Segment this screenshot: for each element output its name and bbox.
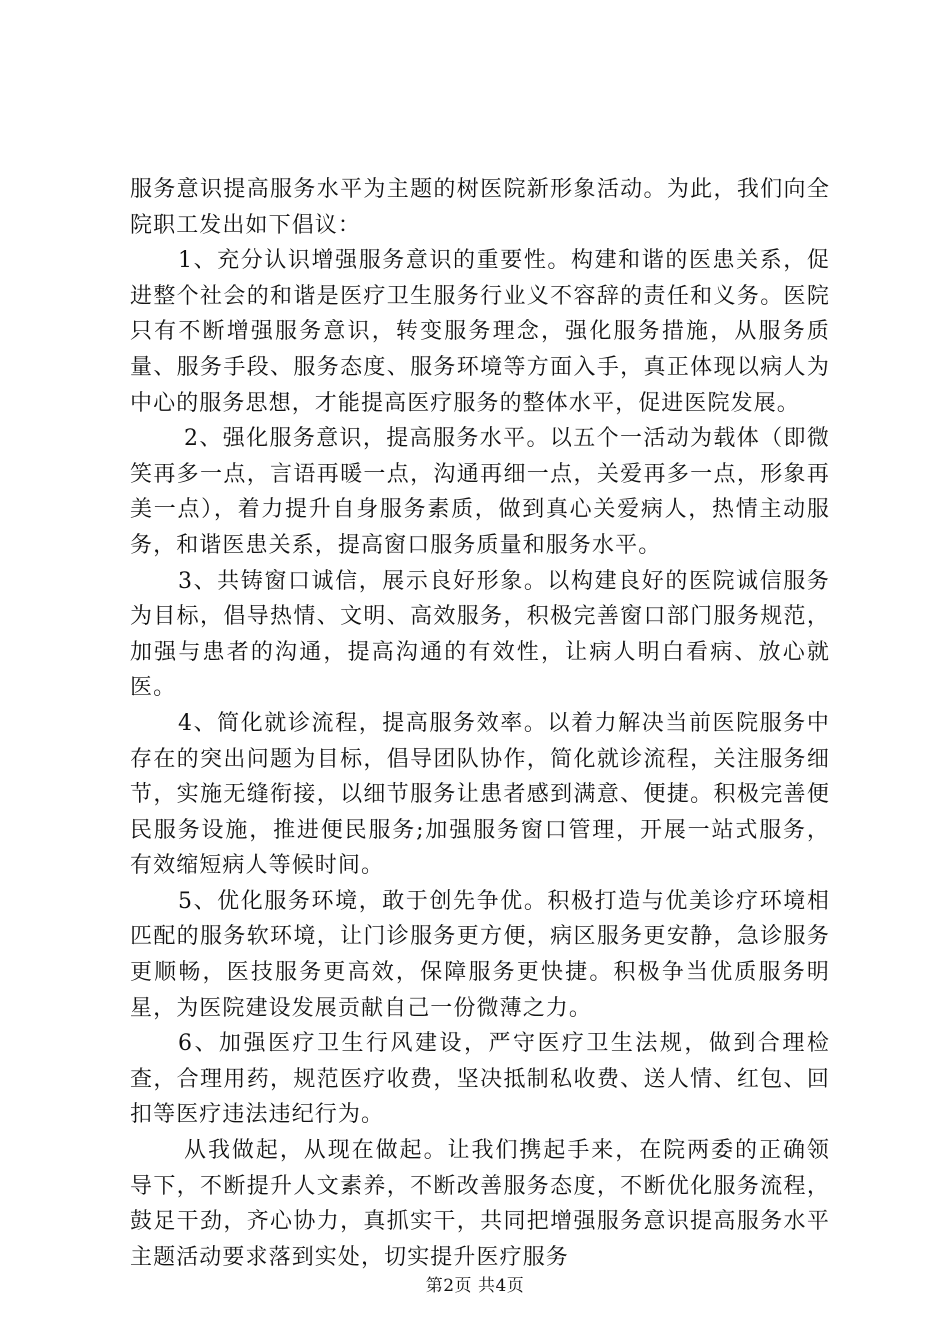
document-body [130, 172, 830, 1275]
paragraph-item-6: 6、加强医疗卫生行风建设，严守医疗卫生法规，做到合理检查，合理用药，规范医疗收费，坚决抵制私收费、送人情、红包、回扣等医疗违法违纪行为。 [130, 1031, 830, 1128]
paragraph-closing: 从我做起，从现在做起。让我们携起手来，在院两委的正确领导下，不断提升人文素养，不断改善服务态度，不断优化服务流程，鼓足干劲，齐心协力，真抓实干，共同把增强服务意识提高服务水平主题活动要求落到实处，切实提升医疗服务 [130, 1138, 830, 1270]
paragraph-item-4: 4、简化就诊流程，提高服务效率。以着力解决当前医院服务中存在的突出问题为目标，倡导团队协作，简化就诊流程，关注服务细节，实施无缝衔接，以细节服务让患者感到满意、便捷。积极完善便民服务设施，推进便民服务;加强服务窗口管理，开展一站式服务，有效缩短病人等候时间。 [130, 710, 830, 879]
paragraph-item-1: 1、充分认识增强服务意识的重要性。构建和谐的医患关系，促进整个社会的和谐是医疗卫生服务行业义不容辞的责任和义务。医院只有不断增强服务意识，转变服务理念，强化服务措施，从服务质量、服务手段、服务态度、服务环境等方面入手，真正体现以病人为中心的服务思想，才能提高医疗服务的整体水平，促进医院发展。 [130, 248, 830, 416]
paragraph-item-5: 5、优化服务环境，敢于创先争优。积极打造与优美诊疗环境相匹配的服务软环境，让门诊服务更方便，病区服务更安静，急诊服务更顺畅，医技服务更高效，保障服务更快捷。积极争当优质服务明星，为医院建设发展贡献自己一份微薄之力。 [130, 888, 830, 1021]
paragraph-intro: 服务意识提高服务水平为主题的树医院新形象活动。为此，我们向全院职工发出如下倡议： [130, 177, 830, 238]
paragraph-item-2: 2、强化服务意识，提高服务水平。以五个一活动为载体（即微笑再多一点，言语再暖一点，沟通再细一点，关爱再多一点，形象再美一点），着力提升自身服务素质，做到真心关爱病人，热情主动服务，和谐医患关系，提高窗口服务质量和服务水平。 [130, 426, 830, 558]
page-number-footer: 第2页 共4页 [425, 1276, 525, 1296]
paragraph-item-3: 3、共铸窗口诚信，展示良好形象。以构建良好的医院诚信服务为目标，倡导热情、文明、高效服务，积极完善窗口部门服务规范，加强与患者的沟通，提高沟通的有效性，让病人明白看病、放心就医。 [130, 568, 830, 701]
